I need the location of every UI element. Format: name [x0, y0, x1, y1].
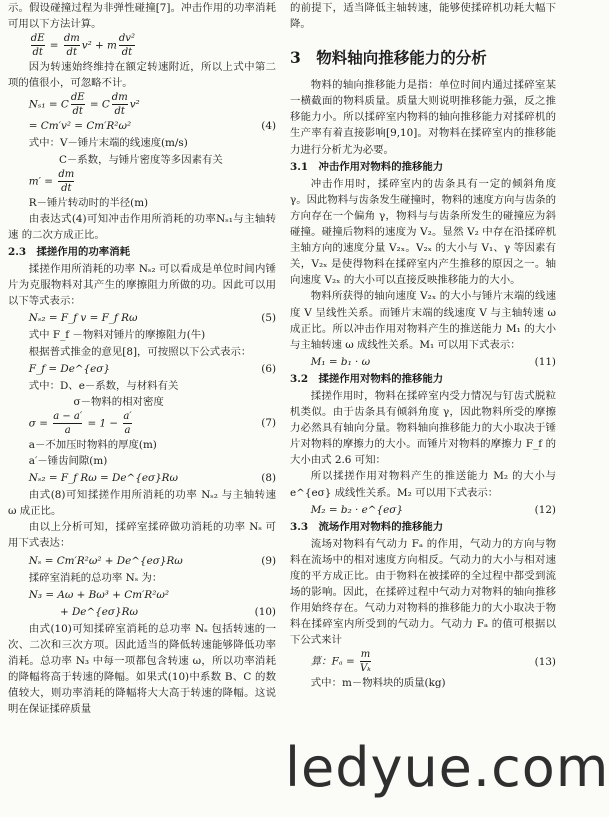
equation [8, 361, 276, 377]
equation-body: Nₛ = Cm′R²ω² + De^{eσ}Rω [28, 554, 183, 567]
equation [290, 354, 556, 370]
equation-body: Nₛ₂ = F_f v = F_f Rω [28, 312, 138, 325]
equation-lead: Nₛ₁ = C [28, 98, 69, 111]
equation-number: (10) [254, 605, 276, 618]
paragraph: 的前提下，适当降低主轴转速，能够使揉碎机功耗大幅下降。 [290, 2, 556, 31]
fraction [31, 33, 45, 58]
equation-tail: v² + m [81, 39, 117, 52]
equation-body [8, 411, 134, 436]
equation-mid: = 1 − [84, 417, 122, 430]
fraction-denominator: a [64, 424, 71, 436]
equation-body: + De^{eσ}Rω [28, 605, 138, 618]
fraction [360, 649, 371, 674]
equation-body [8, 169, 76, 194]
fraction-bar [112, 104, 128, 105]
watermark: ledyue.com [285, 736, 609, 799]
equation [290, 649, 556, 674]
section-heading: 3.2 揉搓作用对物料的推移能力 [290, 372, 444, 385]
equation [8, 411, 276, 436]
equation-lead: m′ = [28, 175, 57, 188]
paragraph: 揉碎室消耗的总功率 Nₛ 为： [28, 571, 163, 584]
fraction [53, 411, 82, 436]
fraction-denominator: dt [114, 106, 125, 118]
paragraph: 式中：D、e－系数，与材料有关 [28, 379, 179, 392]
fraction-bar [119, 45, 135, 46]
equation-body: N₃ = Aω + Bω³ + Cm′R²ω² [28, 588, 170, 601]
equation-number: (11) [534, 355, 556, 368]
equation-body: = Cm′v² = Cm′R²ω² [28, 120, 132, 133]
fraction-numerator: m [360, 649, 371, 661]
fraction-bar [123, 423, 131, 424]
fraction-numerator: dm [111, 92, 128, 104]
paragraph: 式中 F_f －物料对锤片的摩擦阻力(牛) [28, 329, 206, 342]
paragraph: 物料的轴向推移能力是指：单位时间内通过揉碎室某一横截面的物料质量。质量大则说明推移能力强，反之推移能力小。所以揉碎室内物料的轴向推移能力对揉碎机的生产率有着直接影响[9,10]。对物料在揉碎室内的推移能力进行分析尤为必要。 [290, 79, 556, 156]
equation-body [8, 92, 140, 117]
fraction-numerator: dm [58, 168, 75, 180]
paragraph: 由式(8)可知揉搓作用所消耗的功率 Nₛ₂ 与主轴转速 ω 成正比。 [8, 489, 276, 518]
paragraph: 揉搓作用所消耗的功率 Nₛ₂ 可以看成是单位时间内锤片为克服物料对其产生的摩擦阻力所做的功。因此可以用以下等式表示： [8, 263, 276, 308]
fraction-denominator: dt [66, 47, 77, 59]
equation [8, 553, 276, 569]
paragraph: 揉搓作用时，物料在揉碎室内受力情况与钉齿式脱粒机类似。由于齿条具有倾斜角度 γ，因此物料所受的摩擦力必然具有轴向分量。物料轴向推移能力的大小取决于锤片对物料的摩擦力的大小。而锤片对物料的摩擦力 F_f 的大小由式 2.6 可知： [290, 389, 556, 467]
equation [8, 470, 276, 486]
fraction [123, 411, 131, 436]
equation-lead: 算：Fₐ = [310, 655, 359, 668]
section-heading: 2.3 揉搓作用的功率消耗 [8, 245, 130, 258]
fraction-denominator: dt [121, 47, 133, 59]
equation-body [290, 649, 373, 674]
equation-body: Nₛ₂ = F_f Rω = De^{eσ}Rω [28, 472, 178, 485]
equation-number: (4) [261, 120, 276, 133]
fraction-denominator: dt [32, 47, 43, 59]
equation-body: F_f = De^{eσ} [28, 362, 111, 375]
section-heading: 3.1 冲击作用对物料的推移能力 [290, 160, 444, 173]
fraction-denominator: dt [61, 182, 72, 194]
fraction-denominator: a [124, 424, 131, 436]
equation [8, 587, 276, 603]
fraction-numerator: dm [63, 33, 80, 45]
paragraph: 所以揉搓作用对物料产生的推送能力 M₂ 的大小与 e^{eσ} 成线性关系。M₂ 可以用下式表示： [290, 470, 556, 499]
equation [8, 604, 276, 620]
equation-body: M₂ = b₂ · e^{eσ} [310, 503, 403, 516]
equation-number: (5) [261, 312, 276, 325]
equation [290, 502, 556, 518]
paragraph: 根据普式推金的意见[8]，可按照以下公式表示： [28, 345, 252, 358]
paragraph: C－系数，与锤片密度等多因素有关 [58, 153, 223, 166]
paragraph: 流场对物料有气动力 Fₐ 的作用，气动力的方向与物料在流场中的相对速度方向相反。气动力的大小与相对速度的平方成正比。由于物料在被揉碎的全过程中都受到流场的影响。因此，在揉碎过程中气动力对物料的轴向推移作用始终存在。气动力对物料的推移能力的大小取决于物料在揉碎室内所受到的气动力。气动力 Fₐ 的值可根据以下公式来计 [290, 537, 556, 647]
fraction [64, 33, 80, 58]
fraction-bar [58, 181, 74, 182]
fraction-bar [360, 661, 371, 662]
paragraph: 由表达式(4)可知冲击作用所消耗的功率Nₛ₁与主轴转速 的二次方成正比。 [8, 212, 276, 241]
fraction-numerator: dE [70, 92, 85, 104]
equation-number: (13) [534, 655, 556, 668]
equation-number: (9) [261, 554, 276, 567]
fraction-bar [64, 45, 80, 46]
paragraph: 式中：m－物料块的质量(kg) [310, 677, 446, 690]
equation-number: (6) [261, 362, 276, 375]
paragraph: 物料所获得的轴向速度 V₂ₓ 的大小与锤片末端的线速度 V 呈线性关系。而锤片末端的线速度 V 与主轴转速 ω 成正比。所以冲击作用对物料产生的推送能力 M₁ 的大小与主轴转速 ω 成线性关系。M₁ 可以用下式表示： [290, 290, 556, 351]
fraction-denominator: Vₖ [360, 663, 371, 675]
paragraph: 由式(10)可知揉碎室消耗的总功率 Nₛ 包括转速的一次、二次和三次方项。因此适当的降低转速能够降低功率消耗。总功率 N₃ 中每一项都包含转速 ω，所以功率消耗的降幅将高于转速的降幅。如果式(10)中系数 B、C 的数值较大，则功率消耗的降幅将大大高于转速的降幅。这说明在保证揉碎质量 [8, 622, 276, 716]
fraction-numerator: dv² [118, 33, 135, 45]
paragraph: a－不加压时物料的厚度(m) [28, 438, 157, 451]
equation-number: (7) [261, 417, 276, 430]
equation-body: M₁ = b₁ · ω [310, 355, 371, 368]
chapter-heading: 3 物料轴向推移能力的分析 [290, 48, 487, 68]
paragraph: σ－物料的相对密度 [73, 395, 164, 408]
equation [8, 33, 276, 58]
fraction-bar [31, 45, 45, 46]
equation-body [8, 33, 137, 58]
fraction [71, 92, 85, 117]
equation [8, 92, 276, 117]
right-column [290, 0, 556, 692]
fraction [112, 92, 128, 117]
equation-mid: = C [86, 98, 110, 111]
equation-number: (12) [534, 503, 556, 516]
fraction-denominator: dt [72, 106, 83, 118]
equation [8, 310, 276, 326]
fraction-bar [53, 423, 82, 424]
equation-lead: σ = [28, 417, 52, 430]
paragraph: 由以上分析可知，揉碎室揉碎做功消耗的功率 Nₛ 可用下式表达： [8, 521, 276, 550]
equation [8, 169, 276, 194]
paragraph: 因为转速始终维持在额定转速附近，所以上式中第二项的值很小，可忽略不计。 [8, 61, 276, 90]
left-column [8, 0, 276, 717]
paragraph: 示。假设碰撞过程为非弹性碰撞[7]。冲击作用的功率消耗可用以下方法计算。 [8, 2, 276, 31]
fraction-numerator: dE [30, 33, 45, 45]
equation-tail: v² [129, 98, 140, 111]
equation [8, 118, 276, 134]
fraction-bar [71, 104, 85, 105]
paragraph: R－锤片转动时的半径(m) [28, 196, 149, 209]
fraction [58, 169, 74, 194]
paragraph: 式中：V－锤片末端的线速度(m/s) [28, 137, 188, 150]
fraction [119, 33, 135, 58]
paragraph: a′－锤齿间隙(m) [28, 454, 108, 467]
fraction-numerator: a′ [123, 410, 132, 422]
equation-mid: = [46, 39, 62, 52]
equation-number: (8) [261, 472, 276, 485]
fraction-numerator: a − a′ [53, 410, 83, 422]
paragraph: 冲击作用时，揉碎室内的齿条具有一定的倾斜角度 γ。因此物料与齿条发生碰撞时，物料的速度方向与齿条的方向存在一个偏角 γ，物料与与齿条所发生的碰撞应为斜碰撞。碰撞后物料的速度为 V₂。显然 V₂ 中存在沿揉碎机主轴方向的速度分量 V₂ₓ。V₂ₓ 的大小与 V₁、γ 等因素有关，V₂ₓ 是使得物料在揉碎室内产生推移的原因之一。轴向速度 V₂ₓ 的大小可以直接反映推移能力的大小。 [290, 177, 556, 287]
section-heading: 3.3 流场作用对物料的推移能力 [290, 520, 444, 533]
